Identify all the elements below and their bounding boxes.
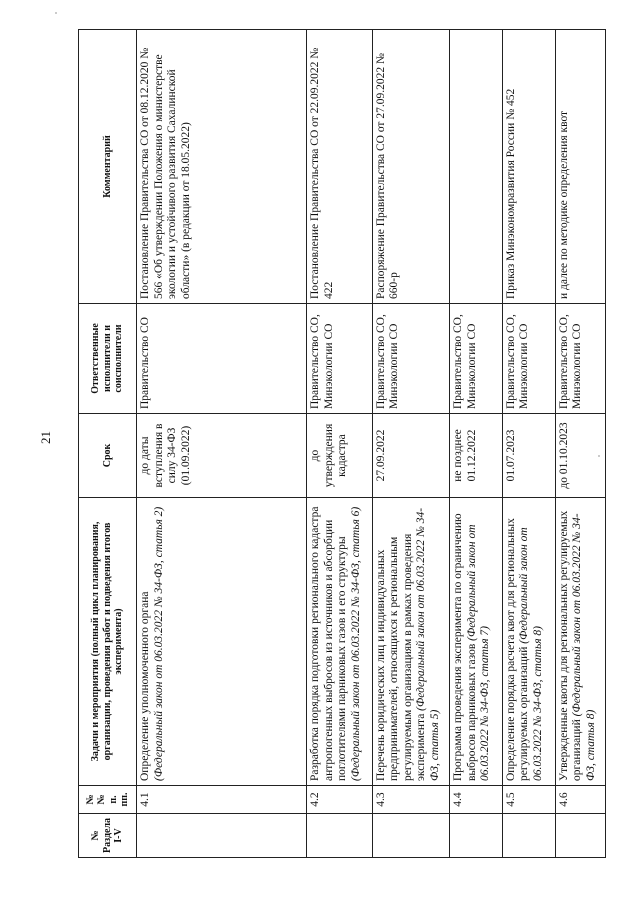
row-number: 4.4: [450, 786, 503, 814]
row-task-cell: [502, 498, 555, 786]
row-responsible: Правительство СО, Минэкологии СО: [450, 304, 503, 414]
page-number: 21: [38, 431, 53, 444]
header-deadline: Срок: [79, 414, 137, 498]
table-row: [307, 30, 372, 858]
row-task-cell: [450, 498, 503, 786]
row-law-reference: (Федеральный закон от 06.03.2022 № 34-ФЗ, статья 2): [152, 506, 165, 781]
row-section: [555, 814, 606, 858]
row-task-cell: [307, 498, 372, 786]
row-responsible: Правительство СО, Минэкологии СО: [502, 304, 555, 414]
row-law-reference: (Федеральный закон от 06.03.2022 № 34-ФЗ, статья 8): [518, 527, 544, 781]
row-task-cell: [372, 498, 450, 786]
row-section: [137, 814, 307, 858]
row-law-reference: (Федеральный закон от 06.03.2022 № 34-ФЗ, статья 6): [349, 506, 362, 781]
header-responsible: Ответственные исполнители и соисполнители: [79, 304, 137, 414]
row-deadline: 01.07.2023: [502, 414, 555, 498]
table-row: [137, 30, 307, 858]
header-tasks: Задачи и мероприятия (полный цикл планирования, организации, проведения работ и подведения итогов эксперимента): [79, 498, 137, 786]
row-deadline: до даты вступления в силу 34-ФЗ (01.09.2022): [137, 414, 307, 498]
row-task-cell: [137, 498, 307, 786]
header-section: № Раздела I-V: [79, 814, 137, 858]
row-number: 4.1: [137, 786, 307, 814]
row-comment: [450, 30, 503, 304]
row-responsible: Правительство СО, Минэкологии СО: [555, 304, 606, 414]
row-task: Утвержденные квоты для региональных регулируемых организаций: [557, 510, 583, 781]
rotated-table-area: [78, 30, 606, 858]
table-row: [450, 30, 503, 858]
header-comment: Комментарий: [79, 30, 137, 304]
row-comment: Распоряжение Правительства СО от 27.09.2022 № 660-р: [372, 30, 450, 304]
row-task: Определение уполномоченного органа: [139, 591, 151, 781]
row-number: 4.5: [502, 786, 555, 814]
row-deadline: до утверждения кадастра: [307, 414, 372, 498]
row-deadline: 27.09.2022: [372, 414, 450, 498]
row-section: [450, 814, 503, 858]
row-number: 4.2: [307, 786, 372, 814]
row-law-reference: (Федеральный закон от 06.03.2022 № 34-ФЗ, статья 5): [415, 507, 441, 781]
row-task: Разработка порядка подготовки регионального кадастра антропогенных выбросов из источников и абсорбции поглотителями парниковых газов и его структуры: [309, 506, 349, 781]
row-comment: и далее по методике определения квот: [555, 30, 606, 304]
row-section: [307, 814, 372, 858]
row-task-cell: [555, 498, 606, 786]
row-comment: Постановление Правительства СО от 08.12.2020 № 566 «Об утверждении Положения о министерстве экологии и устойчивого развития Сахалинской области» (в редакции от 18.05.2022): [137, 30, 307, 304]
row-deadline: не позднее 01.12.2022: [450, 414, 503, 498]
row-comment: Постановление Правительства СО от 22.09.2022 № 422: [307, 30, 372, 304]
row-responsible: Правительство СО: [137, 304, 307, 414]
row-number: 4.6: [555, 786, 606, 814]
row-law-reference: (Федеральный закон от 06.03.2022 № 34-ФЗ, статья 7): [465, 524, 492, 781]
row-section: [502, 814, 555, 858]
row-deadline: до 01.10.2023: [555, 414, 606, 498]
row-law-reference: (Федеральный закон от 06.03.2022 № 34-ФЗ, статья 8): [571, 513, 597, 781]
table-row: [502, 30, 555, 858]
row-number: 4.3: [372, 786, 450, 814]
row-responsible: Правительство СО, Минэкологии СО: [307, 304, 372, 414]
table-row: [372, 30, 450, 858]
row-task: Определение порядка расчета квот для региональных регулируемых организаций: [504, 518, 531, 781]
row-responsible: Правительство СО, Минэкологии СО: [372, 304, 450, 414]
plan-table: [78, 29, 606, 858]
row-task: Перечень юридических лиц и индивидуальных предпринимателей, относящихся к региональным регулируемым организациям в рамках проведения эксперимента: [374, 533, 428, 781]
scan-speck: [55, 12, 57, 14]
table-row: [555, 30, 606, 858]
row-comment: Приказ Минэкономразвития России № 452: [502, 30, 555, 304]
row-task: Программа проведения эксперимента по ограничению выбросов парниковых газов: [452, 513, 478, 781]
table-header-row: [79, 30, 137, 858]
row-section: [372, 814, 450, 858]
header-item-number: №№ п. пп.: [79, 786, 137, 814]
